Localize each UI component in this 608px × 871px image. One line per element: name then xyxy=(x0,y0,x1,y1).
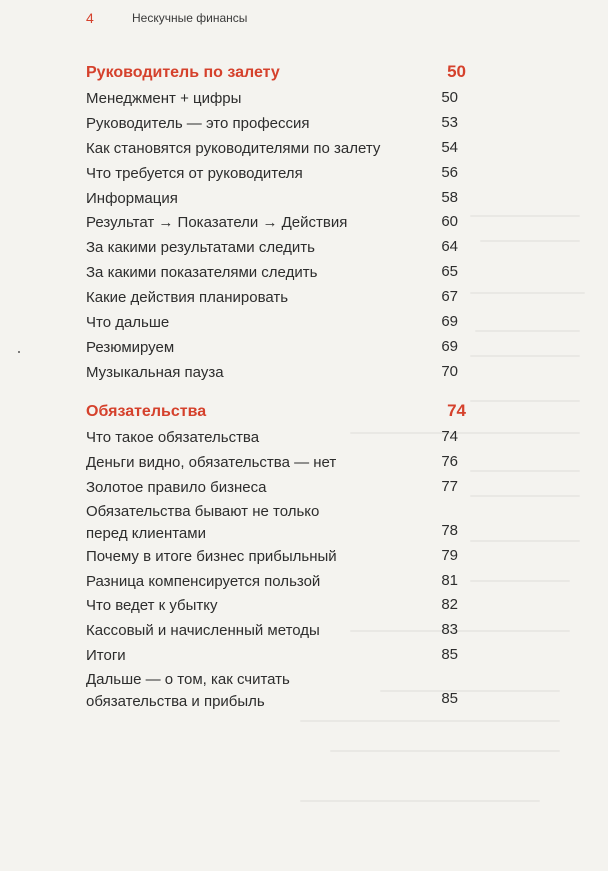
toc-entry-title: Что ведет к убытку xyxy=(86,597,218,615)
toc-entry-page: 83 xyxy=(441,621,458,639)
toc-entry-page: 50 xyxy=(441,89,458,106)
toc-entry-title: Золотое правило бизнеса xyxy=(86,478,267,496)
toc-entry[interactable] xyxy=(86,475,466,500)
toc-entry[interactable] xyxy=(86,618,466,643)
section-page-number: 50 xyxy=(447,62,466,81)
toc-entry[interactable] xyxy=(86,450,466,475)
bleed-line xyxy=(470,470,580,472)
bleed-line xyxy=(475,330,580,332)
toc-entry-page: 79 xyxy=(441,546,458,564)
toc-entry-title: Дальше — о том, как считать обязательства и прибыль xyxy=(86,671,290,711)
toc-entry-title: Деньги видно, обязательства — нет xyxy=(86,453,337,471)
bleed-line xyxy=(330,750,560,752)
section-title: Руководитель по залету xyxy=(86,64,280,81)
toc-entry-title: Как становятся руководителями по залету xyxy=(86,139,381,157)
toc-entry-title: Резюмируем xyxy=(86,338,175,356)
toc-entry[interactable] xyxy=(86,161,466,186)
toc-entry[interactable] xyxy=(86,111,466,136)
section-heading[interactable] xyxy=(86,399,466,425)
toc-entry-page: 85 xyxy=(441,690,458,708)
bleed-line xyxy=(300,720,560,722)
bleed-line xyxy=(470,215,580,217)
toc-entry[interactable] xyxy=(86,544,466,569)
toc-entry-page: 85 xyxy=(441,646,458,664)
toc-entry-title: За какими результатами следить xyxy=(86,239,315,257)
toc-entry-page: 81 xyxy=(441,571,458,589)
bleed-line xyxy=(480,240,580,242)
toc-entry-page: 53 xyxy=(441,113,458,131)
toc-entry[interactable] xyxy=(86,335,466,360)
bleed-line xyxy=(470,540,580,542)
section-title: Обязательства xyxy=(86,403,207,420)
toc-entry-page: 67 xyxy=(441,288,458,306)
toc-entry-page: 76 xyxy=(441,452,458,470)
toc-section xyxy=(86,399,466,712)
toc-entry-title: Музыкальная пауза xyxy=(86,363,224,381)
toc-entry-title: Руководитель — это профессия xyxy=(86,114,310,132)
toc-entry[interactable] xyxy=(86,136,466,161)
toc-entry-page: 74 xyxy=(441,428,458,445)
toc-entry-page: 77 xyxy=(441,477,458,495)
toc-entry-page: 58 xyxy=(441,188,458,206)
toc-entry[interactable] xyxy=(86,235,466,260)
toc-entry-page: 69 xyxy=(441,337,458,355)
bleed-line xyxy=(470,355,580,357)
bleed-line xyxy=(470,495,580,497)
bleed-line xyxy=(300,800,540,802)
toc-entry[interactable] xyxy=(86,310,466,335)
toc-entry-page: 78 xyxy=(441,521,458,539)
toc-entry[interactable] xyxy=(86,643,466,668)
toc-entry-page: 54 xyxy=(441,138,458,156)
page-number: 4 xyxy=(86,10,94,26)
toc-entry[interactable] xyxy=(86,360,466,385)
toc-entry-page: 70 xyxy=(441,362,458,380)
section-page-number: 74 xyxy=(447,401,466,420)
toc-entry-page: 69 xyxy=(441,313,458,331)
toc-entry[interactable] xyxy=(86,569,466,594)
print-speck xyxy=(18,351,20,353)
toc-entry-title: Менеджмент + цифры xyxy=(86,90,242,107)
toc-entry-title: Какие действия планировать xyxy=(86,289,289,307)
toc-entry-title: Что дальше xyxy=(86,314,170,332)
toc-entry[interactable] xyxy=(86,86,466,111)
bleed-line xyxy=(470,580,570,582)
toc-section xyxy=(86,60,466,385)
section-heading[interactable] xyxy=(86,60,466,86)
toc-entry[interactable] xyxy=(86,500,466,544)
toc-entry-title: За какими показателями следить xyxy=(86,264,318,282)
toc-entry-title: Обязательства бывают не только перед клиентами xyxy=(86,502,320,542)
toc-entry-page: 56 xyxy=(441,163,458,181)
toc-entry-page: 64 xyxy=(441,238,458,256)
toc-entry[interactable] xyxy=(86,260,466,285)
toc-entry-title: Кассовый и начисленный методы xyxy=(86,622,320,640)
toc-entry[interactable] xyxy=(86,668,466,712)
toc-entry-title: Почему в итоге бизнес прибыльный xyxy=(86,547,337,565)
toc-entry-page: 65 xyxy=(441,263,458,281)
toc-entry-title: Информация xyxy=(86,189,178,207)
toc-entry[interactable] xyxy=(86,425,466,450)
toc-entry-page: 60 xyxy=(441,213,458,231)
running-header xyxy=(0,8,608,28)
toc-entry-title: Итоги xyxy=(86,647,126,665)
toc-entry[interactable] xyxy=(86,186,466,211)
toc-entry-title: Результат → Показатели → Действия xyxy=(86,214,348,232)
toc-entry[interactable] xyxy=(86,285,466,310)
toc-entry[interactable] xyxy=(86,210,466,235)
toc-entry-title: Что такое обязательства xyxy=(86,429,260,446)
toc-entry[interactable] xyxy=(86,593,466,618)
toc-entry-title: Разница компенсируется пользой xyxy=(86,572,321,590)
toc-entry-title: Что требуется от руководителя xyxy=(86,164,303,182)
bleed-line xyxy=(470,292,585,294)
bleed-line xyxy=(470,400,580,402)
book-title: Нескучные финансы xyxy=(132,11,248,25)
toc-entry-page: 82 xyxy=(441,596,458,614)
